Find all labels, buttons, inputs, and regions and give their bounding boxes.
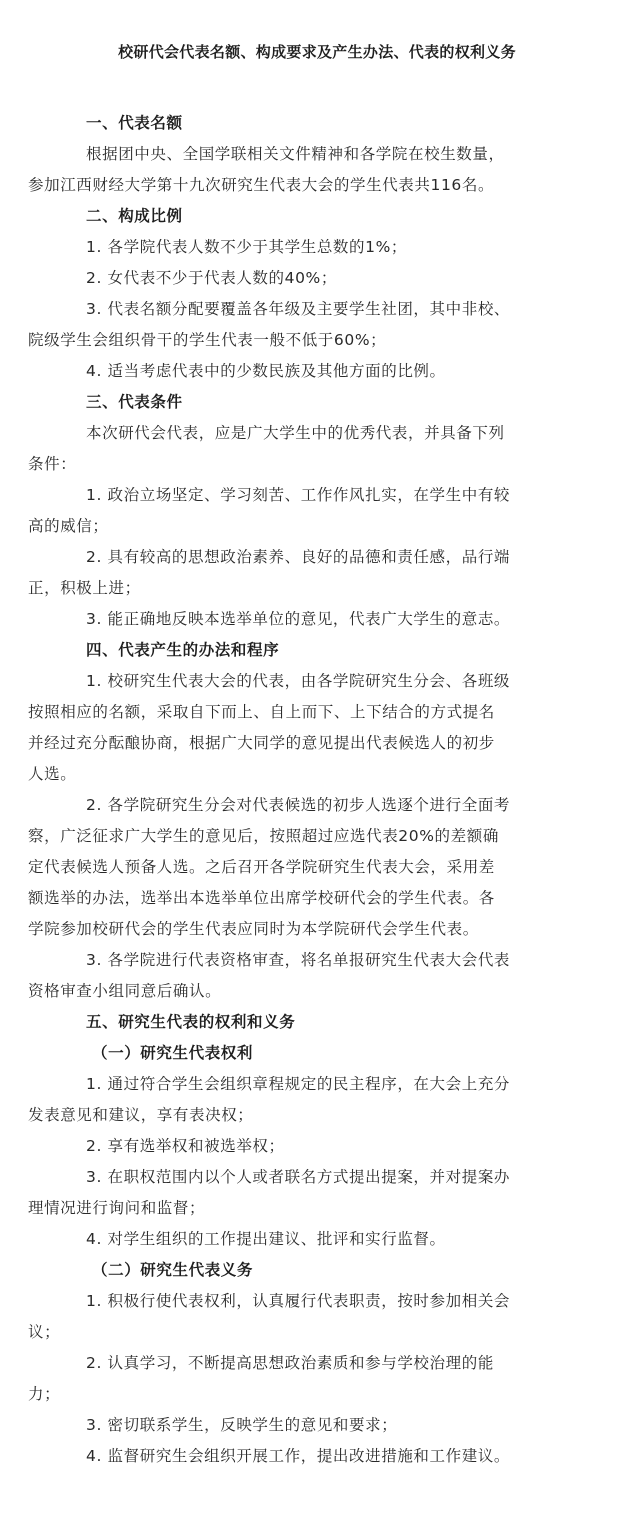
- paragraph-line: 参加江西财经大学第十九次研究生代表大会的学生代表共116名。: [28, 176, 495, 194]
- paragraph-line: 额选举的办法，选举出本选举单位出席学校研代会的学生代表。各: [28, 889, 495, 907]
- paragraph-line: 发表意见和建议，享有表决权；: [28, 1106, 254, 1124]
- section-heading: 三、代表条件: [86, 393, 183, 411]
- paragraph-line: 1. 积极行使代表权利，认真履行代表职责，按时参加相关会: [86, 1292, 511, 1310]
- section-heading: 四、代表产生的办法和程序: [86, 641, 280, 659]
- paragraph-line: 3. 能正确地反映本选举单位的意见，代表广大学生的意志。: [86, 610, 511, 628]
- paragraph-line: 1. 政治立场坚定、学习刻苦、工作作风扎实，在学生中有较: [86, 486, 511, 504]
- paragraph-line: 2. 各学院研究生分会对代表候选的初步人选逐个进行全面考: [86, 796, 511, 814]
- section-heading: 二、构成比例: [86, 207, 183, 225]
- paragraph-line: 2. 认真学习，不断提高思想政治素质和参与学校治理的能: [86, 1354, 494, 1372]
- paragraph-line: 正，积极上进；: [28, 579, 141, 597]
- paragraph-line: 并经过充分酝酿协商，根据广大同学的意见提出代表候选人的初步: [28, 734, 495, 752]
- paragraph-line: 2. 具有较高的思想政治素养、良好的品德和责任感，品行端: [86, 548, 511, 566]
- paragraph-line: 2. 享有选举权和被选举权；: [86, 1137, 285, 1155]
- paragraph-line: 2. 女代表不少于代表人数的40%；: [86, 269, 337, 287]
- paragraph-line: 资格审查小组同意后确认。: [28, 982, 222, 1000]
- paragraph-line: 人选。: [28, 765, 77, 783]
- section-heading: 五、研究生代表的权利和义务: [86, 1013, 296, 1031]
- paragraph-line: 学院参加校研代会的学生代表应同时为本学院研代会学生代表。: [28, 920, 479, 938]
- paragraph-line: 本次研代会代表，应是广大学生中的优秀代表，并具备下列: [86, 424, 505, 442]
- paragraph-line: 3. 各学院进行代表资格审查，将名单报研究生代表大会代表: [86, 951, 511, 969]
- paragraph-line: 4. 对学生组织的工作提出建议、批评和实行监督。: [86, 1230, 446, 1248]
- document-title: 校研代会代表名额、构成要求及产生办法、代表的权利义务: [118, 43, 516, 61]
- subsection-heading: （一）研究生代表权利: [92, 1044, 254, 1062]
- paragraph-line: 察，广泛征求广大学生的意见后，按照超过应选代表20%的差额确: [28, 827, 499, 845]
- paragraph-line: 1. 校研究生代表大会的代表，由各学院研究生分会、各班级: [86, 672, 511, 690]
- paragraph-line: 院级学生会组织骨干的学生代表一般不低于60%；: [28, 331, 387, 349]
- paragraph-line: 定代表候选人预备人选。之后召开各学院研究生代表大会，采用差: [28, 858, 495, 876]
- section-heading: 一、代表名额: [86, 114, 183, 132]
- document-body: [28, 108, 606, 1472]
- paragraph-line: 4. 适当考虑代表中的少数民族及其他方面的比例。: [86, 362, 446, 380]
- paragraph-line: 条件：: [28, 455, 77, 473]
- paragraph-line: 高的威信；: [28, 517, 109, 535]
- paragraph-line: 理情况进行询问和监督；: [28, 1199, 206, 1217]
- paragraph-line: 4. 监督研究生会组织开展工作，提出改进措施和工作建议。: [86, 1447, 511, 1465]
- paragraph-line: 根据团中央、全国学联相关文件精神和各学院在校生数量，: [86, 145, 505, 163]
- paragraph-line: 按照相应的名额，采取自下而上、自上而下、上下结合的方式提名: [28, 703, 495, 721]
- paragraph-line: 议；: [28, 1323, 61, 1341]
- subsection-heading: （二）研究生代表义务: [92, 1261, 254, 1279]
- paragraph-line: 1. 通过符合学生会组织章程规定的民主程序，在大会上充分: [86, 1075, 511, 1093]
- paragraph-line: 3. 密切联系学生，反映学生的意见和要求；: [86, 1416, 398, 1434]
- paragraph-line: 3. 代表名额分配要覆盖各年级及主要学生社团，其中非校、: [86, 300, 511, 318]
- paragraph-line: 3. 在职权范围内以个人或者联名方式提出提案，并对提案办: [86, 1168, 511, 1186]
- paragraph-line: 力；: [28, 1385, 61, 1403]
- paragraph-line: 1. 各学院代表人数不少于其学生总数的1%；: [86, 238, 408, 256]
